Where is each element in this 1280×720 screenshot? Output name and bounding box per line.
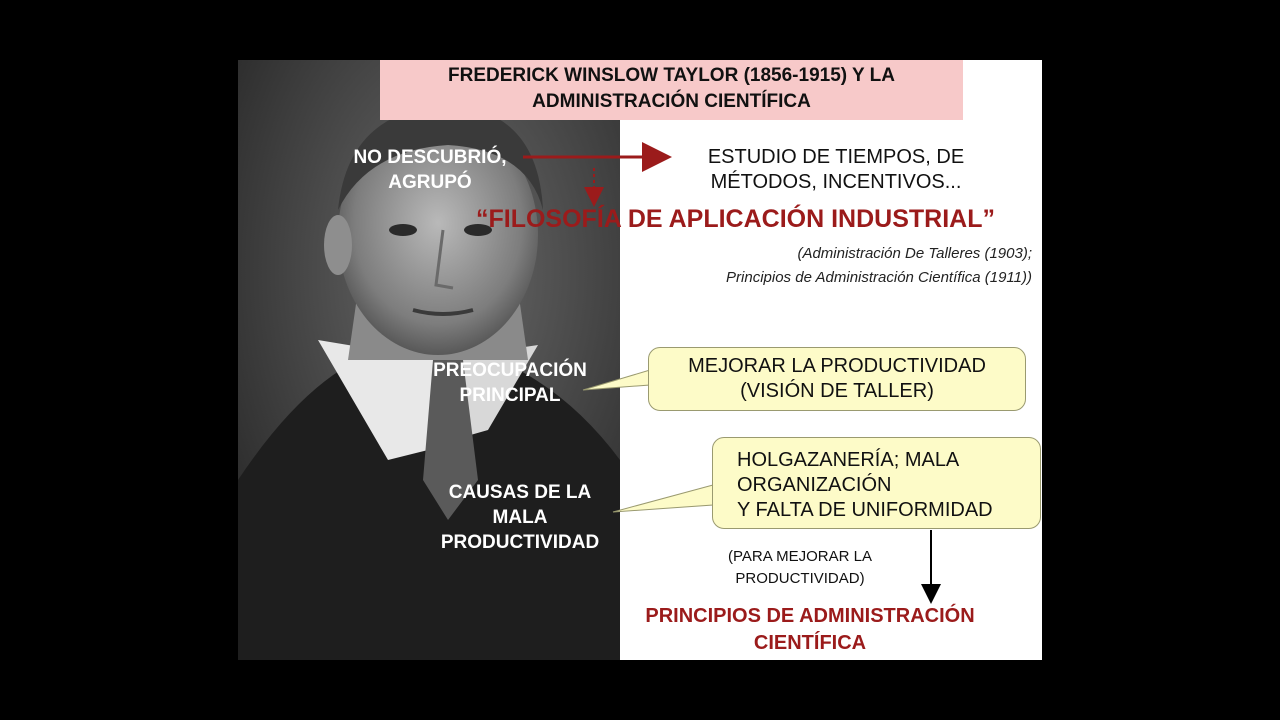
causas-callout <box>712 437 1041 529</box>
ref-line-1: (Administración De Talleres (1903); <box>797 245 1032 262</box>
holga-line-2: ORGANIZACIÓN <box>737 474 892 496</box>
estudio-line-1: ESTUDIO DE TIEMPOS, DE <box>707 146 965 168</box>
para-line-1: (PARA MEJORAR LA <box>728 548 872 565</box>
preocupacion-line-2: PRINCIPAL <box>459 385 561 406</box>
no-descubrio-line-1: NO DESCUBRIÓ, <box>353 147 507 168</box>
mejorar-line-2: (VISIÓN DE TALLER) <box>740 380 934 402</box>
estudio-line-2: MÉTODOS, INCENTIVOS... <box>710 171 962 193</box>
holga-line-1: HOLGAZANERÍA; MALA <box>737 449 960 471</box>
principios-line-1: PRINCIPIOS DE ADMINISTRACIÓN <box>645 605 975 627</box>
slide <box>238 60 1042 660</box>
mejorar-line-1: MEJORAR LA PRODUCTIVIDAD <box>688 355 986 377</box>
para-mejorar-note <box>700 546 900 590</box>
title-line-2: ADMINISTRACIÓN CIENTÍFICA <box>532 91 811 112</box>
causas-line-3: PRODUCTIVIDAD <box>440 532 600 553</box>
filosofia-heading: “FILOSOFÍA DE APLICACIÓN INDUSTRIAL” <box>476 205 995 233</box>
ref-line-2: Principios de Administración Científica (1911)) <box>726 269 1032 286</box>
title-line-1: FREDERICK WINSLOW TAYLOR (1856-1915) Y LA <box>448 65 895 86</box>
causas-label <box>420 480 620 555</box>
principios-heading <box>610 603 1010 657</box>
causas-line-1: CAUSAS DE LA <box>448 482 592 503</box>
causas-line-2: MALA <box>492 507 548 528</box>
callout-tail-holga <box>613 485 713 512</box>
holga-line-3: Y FALTA DE UNIFORMIDAD <box>737 499 993 521</box>
mejorar-callout <box>648 347 1026 411</box>
no-descubrio-line-2: AGRUPÓ <box>388 172 472 193</box>
principios-line-2: CIENTÍFICA <box>753 632 867 654</box>
preocupacion-line-1: PREOCUPACIÓN <box>433 360 587 381</box>
callout-tail-mejorar <box>583 370 650 390</box>
para-line-2: PRODUCTIVIDAD) <box>735 570 865 587</box>
